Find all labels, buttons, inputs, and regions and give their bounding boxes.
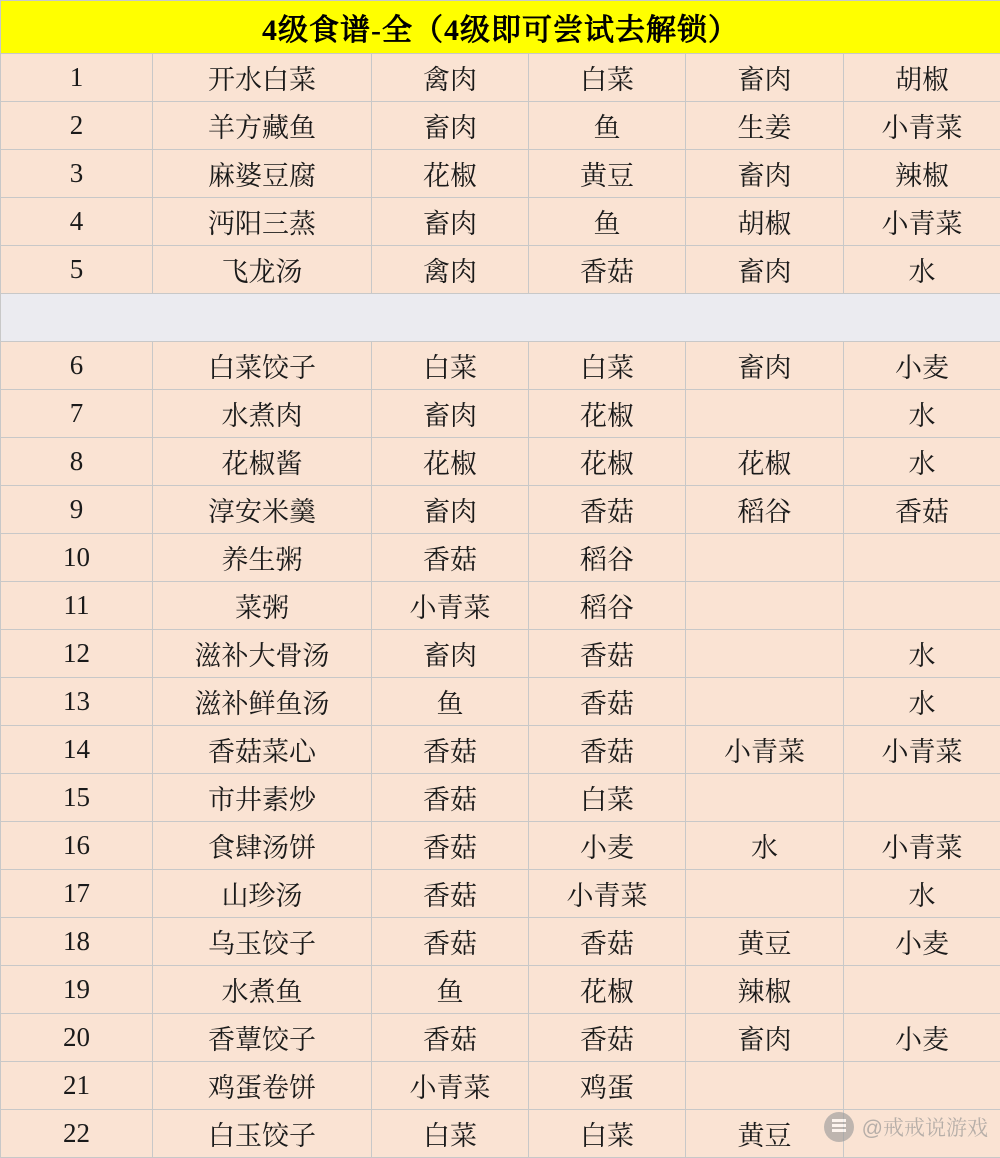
- dish-name: 白菜饺子: [153, 342, 372, 390]
- ingredient-2: 白菜: [529, 342, 686, 390]
- ingredient-4: [844, 966, 1000, 1014]
- spacer-cell: [1, 294, 1000, 342]
- ingredient-2: 鱼: [529, 102, 686, 150]
- row-index: 10: [1, 534, 153, 582]
- table-row: [1, 1014, 1000, 1062]
- ingredient-2: 香菇: [529, 918, 686, 966]
- dish-name: 滋补大骨汤: [153, 630, 372, 678]
- row-index: 17: [1, 870, 153, 918]
- ingredient-4: [844, 1110, 1000, 1158]
- ingredient-4: 辣椒: [844, 150, 1000, 198]
- dish-name: 沔阳三蒸: [153, 198, 372, 246]
- ingredient-3: 花椒: [686, 438, 844, 486]
- dish-name: 养生粥: [153, 534, 372, 582]
- ingredient-2: 香菇: [529, 630, 686, 678]
- dish-name: 滋补鲜鱼汤: [153, 678, 372, 726]
- table-row: [1, 582, 1000, 630]
- table-row: [1, 54, 1000, 102]
- row-index: 6: [1, 342, 153, 390]
- ingredient-1: 花椒: [372, 150, 529, 198]
- ingredient-2: 黄豆: [529, 150, 686, 198]
- ingredient-1: 畜肉: [372, 486, 529, 534]
- row-index: 13: [1, 678, 153, 726]
- ingredient-1: 香菇: [372, 918, 529, 966]
- table-row: [1, 150, 1000, 198]
- ingredient-2: 香菇: [529, 246, 686, 294]
- row-index: 7: [1, 390, 153, 438]
- ingredient-1: 畜肉: [372, 198, 529, 246]
- ingredient-2: 小青菜: [529, 870, 686, 918]
- ingredient-2: 白菜: [529, 54, 686, 102]
- ingredient-4: 水: [844, 438, 1000, 486]
- table-row: [1, 966, 1000, 1014]
- ingredient-3: [686, 630, 844, 678]
- ingredient-2: 花椒: [529, 966, 686, 1014]
- ingredient-4: 小麦: [844, 342, 1000, 390]
- table-row: [1, 870, 1000, 918]
- ingredient-3: 黄豆: [686, 1110, 844, 1158]
- row-index: 20: [1, 1014, 153, 1062]
- table-row: [1, 102, 1000, 150]
- ingredient-1: 花椒: [372, 438, 529, 486]
- row-index: 8: [1, 438, 153, 486]
- ingredient-4: 水: [844, 678, 1000, 726]
- ingredient-1: 禽肉: [372, 54, 529, 102]
- ingredient-3: 小青菜: [686, 726, 844, 774]
- watermark-text: @戒戒说游戏: [862, 1112, 988, 1142]
- row-index: 19: [1, 966, 153, 1014]
- table-spacer-row: [1, 294, 1000, 342]
- ingredient-4: 小青菜: [844, 102, 1000, 150]
- table-row: [1, 198, 1000, 246]
- ingredient-3: [686, 534, 844, 582]
- dish-name: 水煮鱼: [153, 966, 372, 1014]
- ingredient-4: 水: [844, 870, 1000, 918]
- dish-name: 开水白菜: [153, 54, 372, 102]
- row-index: 16: [1, 822, 153, 870]
- row-index: 14: [1, 726, 153, 774]
- ingredient-4: 水: [844, 390, 1000, 438]
- ingredient-1: 小青菜: [372, 1062, 529, 1110]
- table-row: [1, 486, 1000, 534]
- ingredient-3: 胡椒: [686, 198, 844, 246]
- ingredient-4: 小麦: [844, 1014, 1000, 1062]
- ingredient-3: [686, 1062, 844, 1110]
- ingredient-1: 香菇: [372, 870, 529, 918]
- ingredient-4: 香菇: [844, 486, 1000, 534]
- ingredient-2: 小麦: [529, 822, 686, 870]
- dish-name: 水煮肉: [153, 390, 372, 438]
- table-row: [1, 534, 1000, 582]
- row-index: 18: [1, 918, 153, 966]
- ingredient-1: 畜肉: [372, 390, 529, 438]
- ingredient-3: [686, 774, 844, 822]
- dish-name: 鸡蛋卷饼: [153, 1062, 372, 1110]
- ingredient-1: 禽肉: [372, 246, 529, 294]
- dish-name: 白玉饺子: [153, 1110, 372, 1158]
- dish-name: 花椒酱: [153, 438, 372, 486]
- dish-name: 麻婆豆腐: [153, 150, 372, 198]
- row-index: 11: [1, 582, 153, 630]
- dish-name: 乌玉饺子: [153, 918, 372, 966]
- ingredient-3: 畜肉: [686, 150, 844, 198]
- table-title-row: [1, 1, 1000, 54]
- row-index: 12: [1, 630, 153, 678]
- ingredient-3: [686, 390, 844, 438]
- ingredient-1: 畜肉: [372, 630, 529, 678]
- dish-name: 菜粥: [153, 582, 372, 630]
- row-index: 15: [1, 774, 153, 822]
- table-row: [1, 630, 1000, 678]
- ingredient-2: 花椒: [529, 438, 686, 486]
- ingredient-4: [844, 1062, 1000, 1110]
- ingredient-1: 鱼: [372, 678, 529, 726]
- ingredient-4: 水: [844, 246, 1000, 294]
- ingredient-3: 畜肉: [686, 246, 844, 294]
- ingredient-3: 生姜: [686, 102, 844, 150]
- ingredient-4: [844, 534, 1000, 582]
- ingredient-4: 小麦: [844, 918, 1000, 966]
- dish-name: 飞龙汤: [153, 246, 372, 294]
- ingredient-3: [686, 582, 844, 630]
- ingredient-1: 白菜: [372, 342, 529, 390]
- table-row: [1, 678, 1000, 726]
- ingredient-1: 白菜: [372, 1110, 529, 1158]
- row-index: 22: [1, 1110, 153, 1158]
- dish-name: 淳安米羹: [153, 486, 372, 534]
- ingredient-2: 香菇: [529, 1014, 686, 1062]
- ingredient-4: [844, 582, 1000, 630]
- row-index: 21: [1, 1062, 153, 1110]
- ingredient-2: 香菇: [529, 486, 686, 534]
- row-index: 5: [1, 246, 153, 294]
- recipe-table-body: [1, 1, 1000, 1158]
- ingredient-4: 小青菜: [844, 822, 1000, 870]
- ingredient-3: 畜肉: [686, 1014, 844, 1062]
- ingredient-1: 香菇: [372, 822, 529, 870]
- ingredient-1: 香菇: [372, 726, 529, 774]
- ingredient-4: 水: [844, 630, 1000, 678]
- table-row: [1, 390, 1000, 438]
- ingredient-3: [686, 678, 844, 726]
- ingredient-3: 辣椒: [686, 966, 844, 1014]
- ingredient-2: 鱼: [529, 198, 686, 246]
- ingredient-2: 香菇: [529, 726, 686, 774]
- dish-name: 市井素炒: [153, 774, 372, 822]
- dish-name: 香菇菜心: [153, 726, 372, 774]
- ingredient-3: 黄豆: [686, 918, 844, 966]
- row-index: 2: [1, 102, 153, 150]
- table-row: [1, 342, 1000, 390]
- table-row: [1, 726, 1000, 774]
- ingredient-1: 鱼: [372, 966, 529, 1014]
- ingredient-4: 小青菜: [844, 726, 1000, 774]
- table-row: [1, 438, 1000, 486]
- ingredient-4: [844, 774, 1000, 822]
- ingredient-2: 白菜: [529, 1110, 686, 1158]
- dish-name: 山珍汤: [153, 870, 372, 918]
- ingredient-1: 畜肉: [372, 102, 529, 150]
- ingredient-2: 花椒: [529, 390, 686, 438]
- row-index: 3: [1, 150, 153, 198]
- table-row: [1, 246, 1000, 294]
- ingredient-1: 香菇: [372, 1014, 529, 1062]
- dish-name: 香蕈饺子: [153, 1014, 372, 1062]
- table-row: [1, 1110, 1000, 1158]
- dish-name: 食肆汤饼: [153, 822, 372, 870]
- dish-name: 羊方藏鱼: [153, 102, 372, 150]
- table-row: [1, 822, 1000, 870]
- row-index: 4: [1, 198, 153, 246]
- ingredient-3: 水: [686, 822, 844, 870]
- ingredient-3: 畜肉: [686, 54, 844, 102]
- ingredient-2: 稻谷: [529, 582, 686, 630]
- table-row: [1, 1062, 1000, 1110]
- ingredient-2: 稻谷: [529, 534, 686, 582]
- ingredient-4: 小青菜: [844, 198, 1000, 246]
- table-row: [1, 918, 1000, 966]
- page-title: 4级食谱-全（4级即可尝试去解锁）: [1, 1, 1000, 54]
- ingredient-2: 鸡蛋: [529, 1062, 686, 1110]
- ingredient-4: 胡椒: [844, 54, 1000, 102]
- ingredient-1: 香菇: [372, 774, 529, 822]
- ingredient-2: 香菇: [529, 678, 686, 726]
- ingredient-1: 香菇: [372, 534, 529, 582]
- ingredient-3: 稻谷: [686, 486, 844, 534]
- ingredient-3: 畜肉: [686, 342, 844, 390]
- ingredient-1: 小青菜: [372, 582, 529, 630]
- table-row: [1, 774, 1000, 822]
- ingredient-3: [686, 870, 844, 918]
- row-index: 1: [1, 54, 153, 102]
- row-index: 9: [1, 486, 153, 534]
- ingredient-2: 白菜: [529, 774, 686, 822]
